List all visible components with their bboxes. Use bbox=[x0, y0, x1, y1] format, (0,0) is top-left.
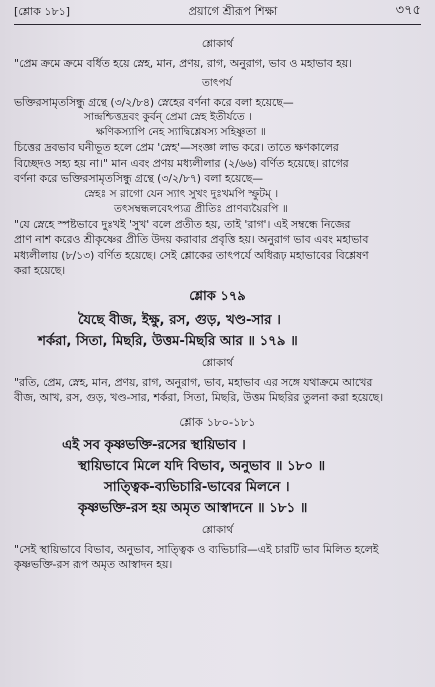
verse-number: শ্লোক ১৭৯ bbox=[189, 288, 246, 304]
purport-line: প্রাণ নাশ করেও শ্রীকৃষ্ণের প্রীতি উদয় করাবার প্রবৃত্তি হয়। অনুরাগ ভাব এবং মহাভাব bbox=[14, 233, 369, 246]
purport-line: চিত্তের দ্রবভাব ঘনীভূত হলে প্রেম 'স্নেহ'—সংজ্ঞা লাভ করে। তাতে ক্ষণকালের bbox=[14, 141, 339, 154]
purport-intro: ভক্তিরসামৃতসিন্ধু গ্রন্থে (৩/২/৮৪) স্নেহের বর্ণনা করে বলা হয়েছে— bbox=[14, 95, 294, 109]
purport-line: করা হয়েছে। bbox=[14, 264, 66, 277]
bengali-verse-line: সাত্ত্বিক-ব্যভিচারি-ভাবের মিলনে । bbox=[104, 479, 290, 495]
translation-line: বীজ, আখ, রস, গুড়, খণ্ড-সার, শর্করা, সিতা, মিছরি, উত্তম মিছরির তুলনা করা হয়েছে। bbox=[14, 391, 384, 404]
verse-number: শ্লোক ১৮০-১৮১ bbox=[179, 414, 256, 429]
header-rule bbox=[14, 24, 421, 25]
translation-heading: শ্লোকার্থ bbox=[201, 38, 234, 50]
purport-line: বর্ণনা করে ভক্তিরসামৃতসিন্ধু গ্রন্থে (৩/২/৮৭) বলা হয়েছে— bbox=[14, 172, 264, 185]
bengali-verse-line: যৈছে বীজ, ইক্ষু, রস, গুড়, খণ্ড-সার । bbox=[78, 312, 281, 328]
purport-line: "যে স্নেহে স্পষ্টভাবে দুঃখই 'সুখ' বলে প্রতীত হয়, তাই 'রাগ'। এই সম্বন্ধে নিজের bbox=[14, 217, 351, 231]
translation-line: কৃষ্ণভক্তি-রস রূপ অমৃত আস্বাদন হয়। bbox=[14, 558, 173, 571]
translation-line: "প্রেম ক্রমে ক্রমে বর্ধিত হয়ে স্নেহ, মান, প্রণয়, রাগ, অনুরাগ, ভাব ও মহাভাব হয়। bbox=[14, 57, 353, 70]
page-number: ৩৭৫ bbox=[395, 3, 421, 18]
translation-line: "রতি, প্রেম, স্নেহ, মান, প্রণয়, রাগ, অনুরাগ, ভাব, মহাভাব এর সঙ্গে যথাক্রমে আখের bbox=[14, 375, 373, 389]
translation-line: "সেই স্থায়িভাবে বিভাব, অনুভাব, সাত্ত্বিক ও ব্যভিচারি—এই চারটি ভাব মিলিত হলেই bbox=[14, 542, 379, 556]
bengali-verse-line: শর্করা, সিতা, মিছরি, উত্তম-মিছরি আর ॥ ১৭৯ ॥ bbox=[38, 333, 298, 349]
header-verse-range: [শ্লোক ১৮১] bbox=[14, 5, 71, 18]
bengali-verse-line: স্থায়িভাবে মিলে যদি বিভাব, অনুভাব ॥ ১৮০ ॥ bbox=[78, 458, 326, 474]
running-header bbox=[14, 3, 421, 22]
sanskrit-verse-line: স্নেহঃ স রাগো যেন স্যাৎ সুখং দুঃখমপি স্ফুটম্ । bbox=[84, 187, 279, 200]
bengali-verse-line: এই সব কৃষ্ণভক্তি-রসের স্থায়িভাব । bbox=[62, 437, 246, 453]
purport-line: বিচ্ছেদও সহ্য হয় না।" মান এবং প্রণয় মধ্যলীলার (২/৬৬) বর্ণিত হয়েছে। রাগের bbox=[14, 156, 349, 170]
sanskrit-verse-line: তৎসম্বন্ধলবেঽপ্যত্র প্রীতিঃ প্রাণব্যয়ৈরপি ॥ bbox=[114, 202, 288, 215]
purport-line: মধ্যলীলায় (৮/১৩) বর্ণিত হয়েছে। সেই শ্লোকের তাৎপর্যে অধিরূঢ় মহাভাবের বিশ্লেষণ bbox=[14, 248, 369, 262]
sanskrit-verse-line: ক্ষণিকস্যাপি নেহ স্যাদ্বিশ্লেষস্য সহিষ্ণুতা ॥ bbox=[96, 126, 266, 138]
sanskrit-verse-line: সান্দ্রশ্চিত্তদ্রবং কুর্বন্ প্রেমা স্নেহ ইতীর্যতে । bbox=[84, 111, 252, 123]
translation-heading: শ্লোকার্থ bbox=[201, 523, 234, 536]
purport-heading: তাৎপর্য bbox=[202, 76, 232, 89]
header-chapter-title: প্রয়াগে শ্রীরূপ শিক্ষা bbox=[188, 4, 278, 18]
bengali-verse-line: কৃষ্ণভক্তি-রস হয় অমৃত আস্বাদনে ॥ ১৮১ ॥ bbox=[78, 500, 308, 516]
translation-heading: শ্লোকার্থ bbox=[201, 356, 234, 369]
